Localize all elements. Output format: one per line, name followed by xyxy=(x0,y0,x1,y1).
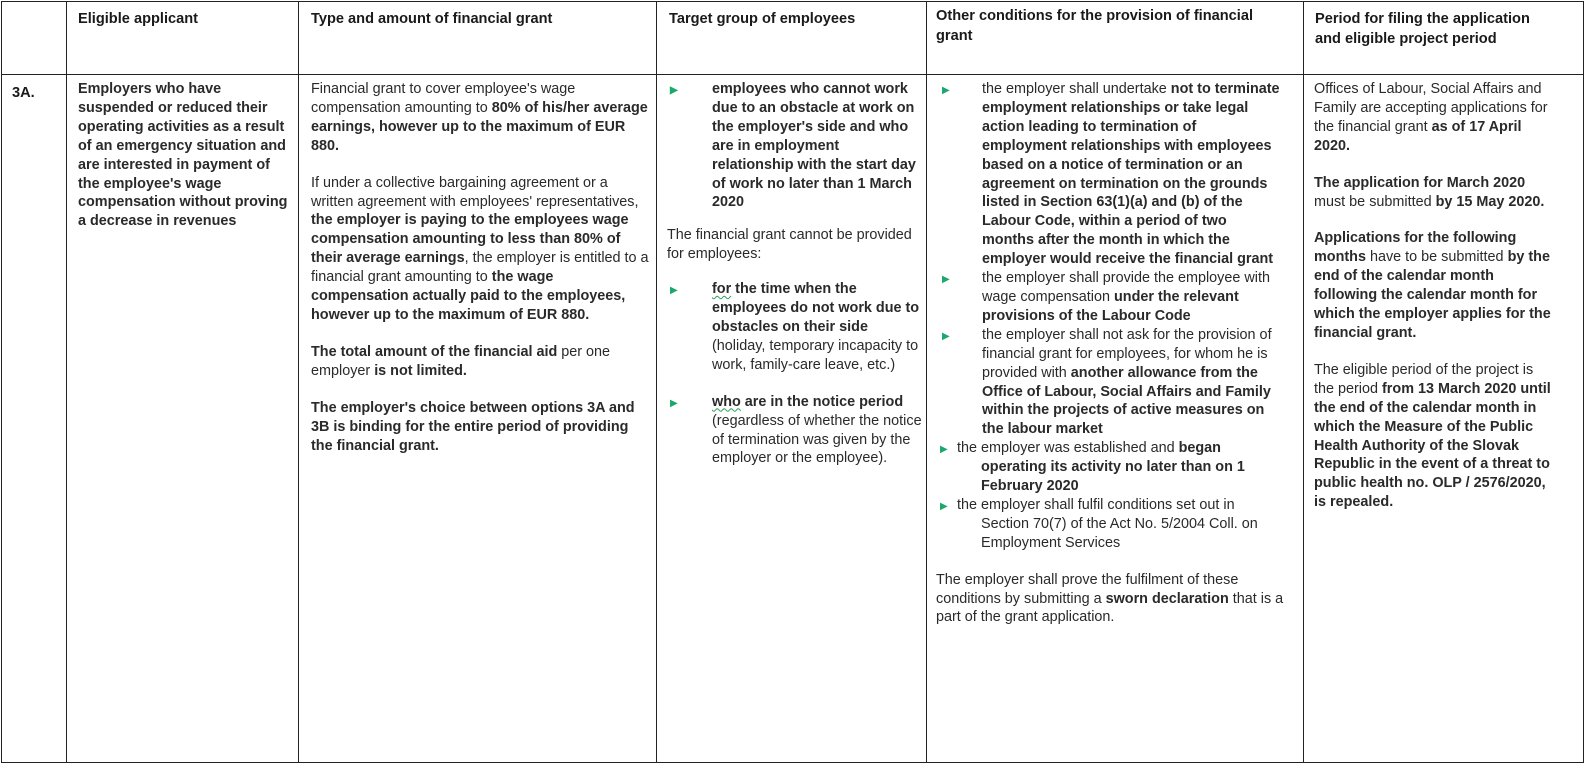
target-eligible-list xyxy=(667,80,922,212)
type-para-4: The employer's choice between options 3A and 3B is binding for the entire period of providing the financial grant. xyxy=(311,399,635,454)
column-divider xyxy=(298,1,299,763)
period-para-1: Offices of Labour, Social Affairs and Family are accepting applications for the financial grant as of 17 April 2020. xyxy=(1314,81,1548,154)
list-item: ▶ employees who cannot work due to an obstacle at work on the employer's side and who are in employment relationship with the start day of work no later than 1 March 2020 xyxy=(667,80,922,212)
column-divider xyxy=(926,1,927,763)
type-para-2: If under a collective bargaining agreement or a written agreement with employees' representatives, the employer is paying to the employees wage compensation amounting to less than 80% of their average earnings, the employer is entitled to a financial grant amounting to the wage compensation actually paid to the employees, however up to the maximum of EUR 880. xyxy=(311,174,649,323)
period-text xyxy=(1314,80,1554,512)
type-para-3: The total amount of the financial aid per one employer is not limited. xyxy=(311,343,611,379)
target-excluded-list xyxy=(667,280,922,468)
column-divider xyxy=(1303,1,1304,763)
header-target-group: Target group of employees xyxy=(669,11,856,27)
column-divider xyxy=(656,1,657,763)
row-number: 3A. xyxy=(12,85,35,101)
list-item: ▶ for the time when the employees do not work due to obstacles on their side (holiday, temporary incapacity to work, family-care leave, etc.) xyxy=(667,280,922,375)
list-item: ▶ the employer shall not ask for the provision of financial grant for employees, for whom he is provided with another allowance from the Office of Labour, Social Affairs and Family within the projects of active measures on the labour market xyxy=(936,326,1298,439)
header-other-conditions xyxy=(936,6,1298,46)
list-item: ▶ the employer was established and began operating its activity no later than on 1 February 2020 xyxy=(936,439,1298,496)
list-item: ▶ the employer shall fulfil conditions set out in Section 70(7) of the Act No. 5/2004 Coll. on Employment Services xyxy=(936,496,1298,553)
type-amount-text xyxy=(311,80,651,455)
table-border-top xyxy=(1,1,1583,2)
list-item: ▶ the employer shall undertake not to terminate employment relationships or take legal action leading to termination of employment relationships with employees based on a notice of termination or an agreement on termination on the grounds listed in Section 63(1)(a) and (b) of the Labour Code, within a period of two months after the month in which the employer would receive the financial grant xyxy=(936,80,1298,269)
list-item: ▶ who are in the notice period (regardless of whether the notice of termination was given by the employer or the employee). xyxy=(667,393,922,469)
header-other-conditions-line2: grant xyxy=(936,28,973,44)
header-eligible-applicant: Eligible applicant xyxy=(78,11,199,27)
period-para-2: The application for March 2020 must be submitted by 15 May 2020. xyxy=(1314,174,1545,210)
type-para-1: Financial grant to cover employee's wage compensation amounting to 80% of his/her average earnings, however up to the maximum of EUR 880. xyxy=(311,81,648,154)
target-intro: The financial grant cannot be provided for employees: xyxy=(667,227,912,263)
column-divider xyxy=(66,1,67,763)
period-para-4: The eligible period of the project is the period from 13 March 2020 until the end of the calendar month in which the Measure of the Public Health Authority of the Slovak Republic in the event of a threat to public health no. OLP / 2576/2020, is repealed. xyxy=(1314,361,1551,511)
table-border-right xyxy=(1583,1,1584,763)
header-other-conditions-line1: Other conditions for the provision of financial xyxy=(936,8,1254,24)
conditions-list xyxy=(936,80,1298,553)
target-group-text xyxy=(667,80,922,468)
conditions-proof: The employer shall prove the fulfilment of these conditions by submitting a sworn declaration that is a part of the grant application. xyxy=(936,571,1284,626)
period-para-3: Applications for the following months have to be submitted by the end of the calendar month following the calendar month for which the employer applies for the financial grant. xyxy=(1314,230,1551,341)
table-border-bottom xyxy=(1,762,1583,763)
header-type-amount: Type and amount of financial grant xyxy=(311,11,553,27)
list-item: ▶ the employer shall provide the employee with wage compensation under the relevant provisions of the Labour Code xyxy=(936,269,1298,326)
header-period: Period for filing the application and eligible project period xyxy=(1315,11,1530,47)
header-divider xyxy=(1,74,1583,75)
table-border-left xyxy=(1,1,2,763)
eligible-applicant-text: Employers who have suspended or reduced their operating activities as a result of an emergency situation and are interested in payment of the employee's wage compensation without proving a decrease in revenues xyxy=(78,81,288,230)
other-conditions-text xyxy=(936,80,1298,627)
